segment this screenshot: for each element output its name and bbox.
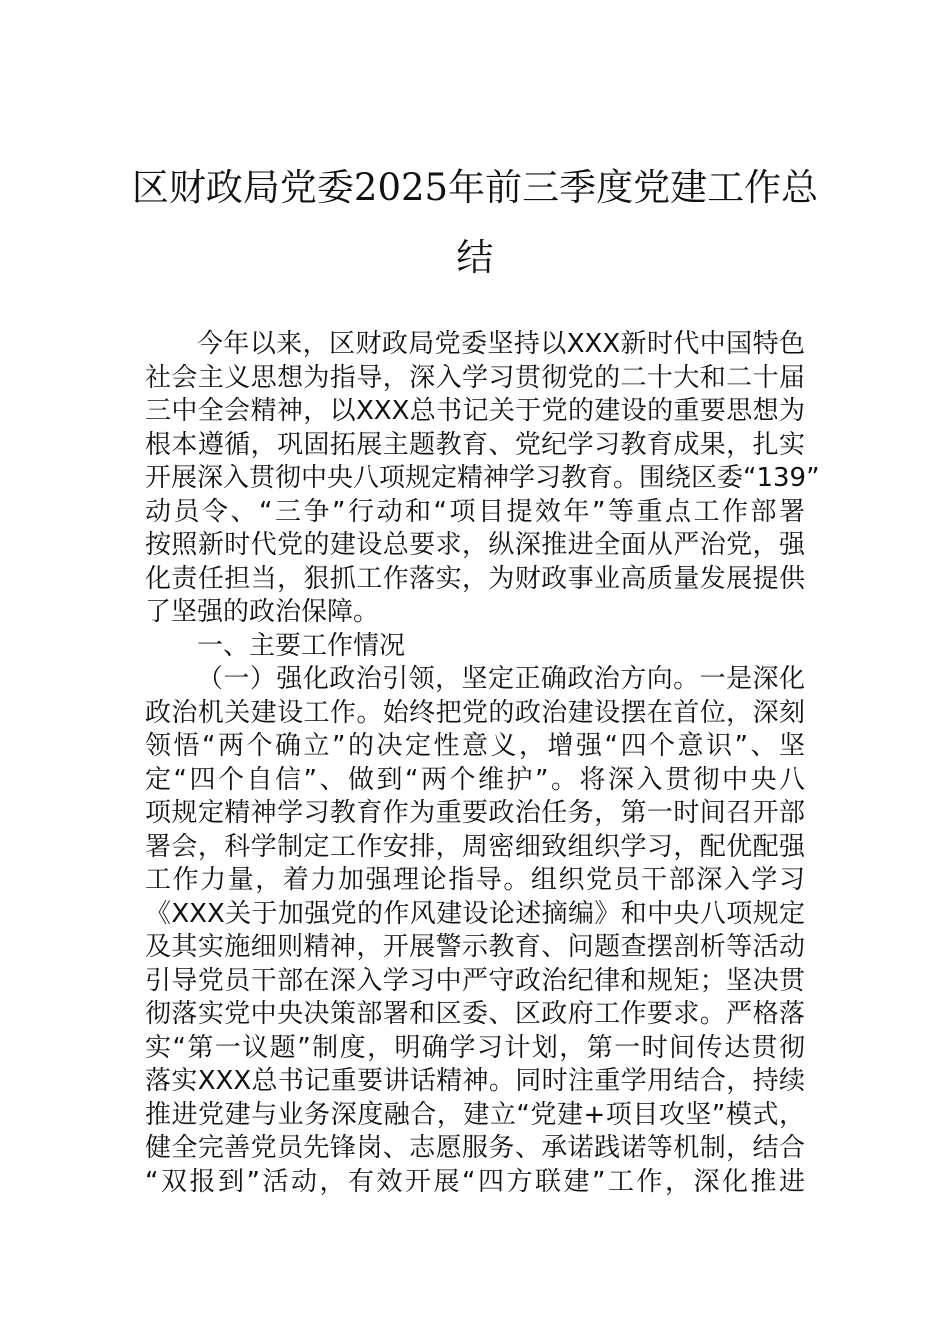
text-line: 动员令、“三争”行动和“项目提效年”等重点工作部署 [145,496,805,527]
title-line: 区财政局党委2025年前三季度党建工作总 [131,166,819,209]
document-title [25,153,925,293]
text-line: 按照新时代党的建设总要求，纵深推进全面从严治党，强 [145,530,805,560]
text-line: 彻落实党中央决策部署和区委、区政府工作要求。严格落 [145,999,805,1029]
text-line: 政治机关建设工作。始终把党的政治建设摆在首位，深刻 [145,697,805,728]
text-line: 一、主要工作情况 [197,630,406,661]
text-line: 项规定精神学习教育作为重要政治任务，第一时间召开部 [145,798,805,828]
text-line: （一）强化政治引领，坚定正确政治方向。一是深化 [197,664,805,694]
text-line: 《XXX关于加强党的作风建设论述摘编》和中央八项规定 [145,898,805,929]
text-line: 开展深入贯彻中央八项规定精神学习教育。围绕区委“139” [145,463,820,493]
text-line: 实“第一议题”制度，明确学习计划，第一时间传达贯彻 [145,1032,805,1063]
text-line: 今年以来，区财政局党委坚持以XXX新时代中国特色 [197,329,805,359]
text-line: 健全完善党员先锋岗、志愿服务、承诺践诺等机制，结合 [145,1133,805,1163]
text-line: 社会主义思想为指导，深入学习贯彻党的二十大和二十届 [145,362,805,393]
text-line: 及其实施细则精神，开展警示教育、问题查摆剖析等活动 [145,932,805,962]
text-line: “双报到”活动，有效开展“四方联建”工作，深化推进 [145,1166,805,1197]
text-line: 了坚强的政治保障。 [145,597,380,627]
paragraph [145,630,805,664]
text-line: 引导党员干部在深入学习中严守政治纪律和规矩；坚决贯 [145,965,805,996]
text-line: 根本遵循，巩固拓展主题教育、党纪学习教育成果，扎实 [145,429,805,460]
paragraph [145,663,805,1199]
text-line: 工作力量，着力加强理论指导。组织党员干部深入学习 [145,865,805,895]
text-line: 定“四个自信”、做到“两个维护”。将深入贯彻中央八 [145,764,805,795]
paragraph [145,328,820,630]
text-line: 落实XXX总书记重要讲话精神。同时注重学用结合，持续 [145,1066,805,1096]
text-line: 领悟“两个确立”的决定性意义，增强“四个意识”、坚 [145,731,805,761]
text-line: 署会，科学制定工作安排，周密细致组织学习，配优配强 [145,831,805,862]
text-line: 推进党建与业务深度融合，建立“党建+项目攻坚”模式， [145,1099,805,1130]
document-body [145,328,820,1199]
text-line: 化责任担当，狠抓工作落实，为财政事业高质量发展提供 [145,563,805,594]
text-line: 三中全会精神，以XXX总书记关于党的建设的重要思想为 [145,396,805,426]
title-line: 结 [456,236,494,279]
